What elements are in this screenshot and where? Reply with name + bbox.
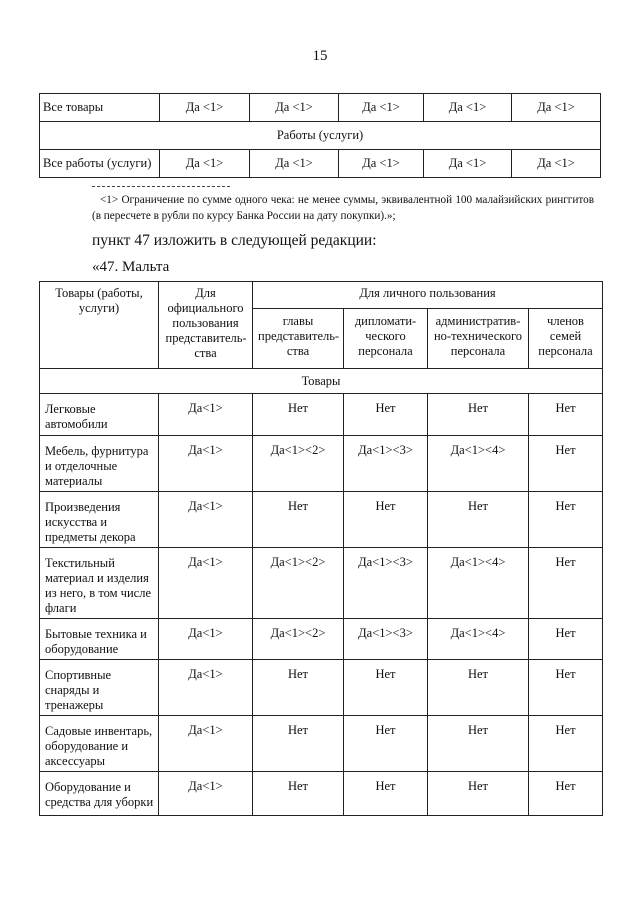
table-cell: Да<1> — [159, 492, 253, 548]
table-cell: Нет — [529, 619, 603, 660]
footnote-separator — [92, 186, 230, 187]
table-cell: Да<1> — [159, 772, 253, 816]
table-cell: Нет — [253, 772, 344, 816]
table-row — [40, 716, 603, 772]
table-row — [40, 619, 603, 660]
table-cell: Нет — [253, 492, 344, 548]
table-cell: Нет — [428, 394, 529, 436]
table-cell: Нет — [529, 436, 603, 492]
table-cell: Да<1> — [159, 548, 253, 619]
table-cell: Нет — [428, 716, 529, 772]
table-cell: Нет — [344, 492, 428, 548]
table-section-row — [40, 369, 603, 394]
table-cell: Нет — [529, 716, 603, 772]
table-cell: Да <1> — [339, 94, 424, 122]
table-cell: Нет — [529, 492, 603, 548]
table-cell: Нет — [253, 660, 344, 716]
main-table — [39, 281, 603, 816]
table-row — [40, 492, 603, 548]
goods-name: Текстильный материал и изделия из него, в том числе флаги — [40, 548, 159, 619]
header-head — [253, 309, 344, 369]
table-cell: Да <1> — [250, 150, 339, 178]
table-cell: Да<1><4> — [428, 548, 529, 619]
table-cell: Нет — [428, 772, 529, 816]
table-cell: Да <1> — [512, 150, 601, 178]
row-label: Все работы (услуги) — [40, 150, 160, 178]
table-section-row — [40, 122, 601, 150]
table-cell: Да <1> — [160, 150, 250, 178]
table-cell: Да<1><4> — [428, 619, 529, 660]
table-row — [40, 548, 603, 619]
table-cell: Нет — [529, 394, 603, 436]
header-head-text: главы представитель- ства — [258, 314, 340, 358]
table-row — [40, 660, 603, 716]
table-cell: Да<1><2> — [253, 436, 344, 492]
table-cell: Да<1><2> — [253, 619, 344, 660]
section-heading: «47. Мальта — [92, 259, 170, 275]
goods-name: Мебель, фурнитура и отделочные материалы — [40, 436, 159, 492]
header-diplomatic-text: дипломати- ческого персонала — [354, 314, 417, 358]
row-label: Все товары — [40, 94, 160, 122]
header-official — [159, 282, 253, 369]
table-row — [40, 94, 601, 122]
header-admin — [428, 309, 529, 369]
header-personal: Для личного пользования — [253, 282, 603, 309]
table-cell: Да<1><3> — [344, 548, 428, 619]
table-cell: Да <1> — [250, 94, 339, 122]
header-goods-text: Товары (работы, услуги) — [55, 286, 143, 315]
goods-name: Бытовые техника и оборудование — [40, 619, 159, 660]
page-number: 15 — [312, 48, 328, 64]
table-cell: Нет — [529, 548, 603, 619]
table-cell: Нет — [344, 772, 428, 816]
goods-name: Спортивные снаряды и тренажеры — [40, 660, 159, 716]
goods-name: Садовые инвентарь, оборудование и аксессуары — [40, 716, 159, 772]
footnote: <1> Ограничение по сумме одного чека: не менее суммы, эквивалентной 100 малайзийских ринггитов (в пересчете в рубли по курсу Банка России на дату покупки).»; — [92, 194, 594, 222]
header-family-text: членов семей персонала — [538, 314, 593, 358]
table-cell: Нет — [428, 492, 529, 548]
table-row — [40, 394, 603, 436]
top-table — [39, 93, 601, 178]
table-cell: Да <1> — [424, 94, 512, 122]
instruction-text: пункт 47 изложить в следующей редакции: — [92, 232, 377, 249]
table-cell: Нет — [344, 716, 428, 772]
section-goods-label: Товары — [40, 369, 603, 394]
goods-name: Легковые автомобили — [40, 394, 159, 436]
table-cell: Да <1> — [424, 150, 512, 178]
table-cell: Нет — [344, 394, 428, 436]
table-cell: Да <1> — [160, 94, 250, 122]
table-row — [40, 772, 603, 816]
table-row — [40, 436, 603, 492]
goods-name: Произведения искусства и предметы декора — [40, 492, 159, 548]
section-label: Работы (услуги) — [40, 122, 601, 150]
table-cell: Да <1> — [339, 150, 424, 178]
table-cell: Да<1> — [159, 716, 253, 772]
table-cell: Да<1><3> — [344, 436, 428, 492]
table-cell: Да<1><2> — [253, 548, 344, 619]
table-cell: Да<1><4> — [428, 436, 529, 492]
goods-name: Оборудование и средства для уборки — [40, 772, 159, 816]
table-cell: Да<1><3> — [344, 619, 428, 660]
table-cell: Да<1> — [159, 394, 253, 436]
header-admin-text: административ- но-технического персонала — [433, 314, 523, 358]
header-diplomatic — [344, 309, 428, 369]
table-cell: Нет — [253, 394, 344, 436]
table-cell: Нет — [428, 660, 529, 716]
header-row — [40, 282, 603, 309]
header-goods — [40, 282, 159, 369]
table-row — [40, 150, 601, 178]
table-cell: Да<1> — [159, 619, 253, 660]
table-cell: Нет — [529, 772, 603, 816]
table-cell: Да<1> — [159, 660, 253, 716]
header-family — [529, 309, 603, 369]
table-cell: Нет — [529, 660, 603, 716]
table-cell: Да <1> — [512, 94, 601, 122]
table-cell: Нет — [253, 716, 344, 772]
header-official-text: Для официального пользования представитель- ства — [165, 286, 247, 360]
table-cell: Да<1> — [159, 436, 253, 492]
table-cell: Нет — [344, 660, 428, 716]
